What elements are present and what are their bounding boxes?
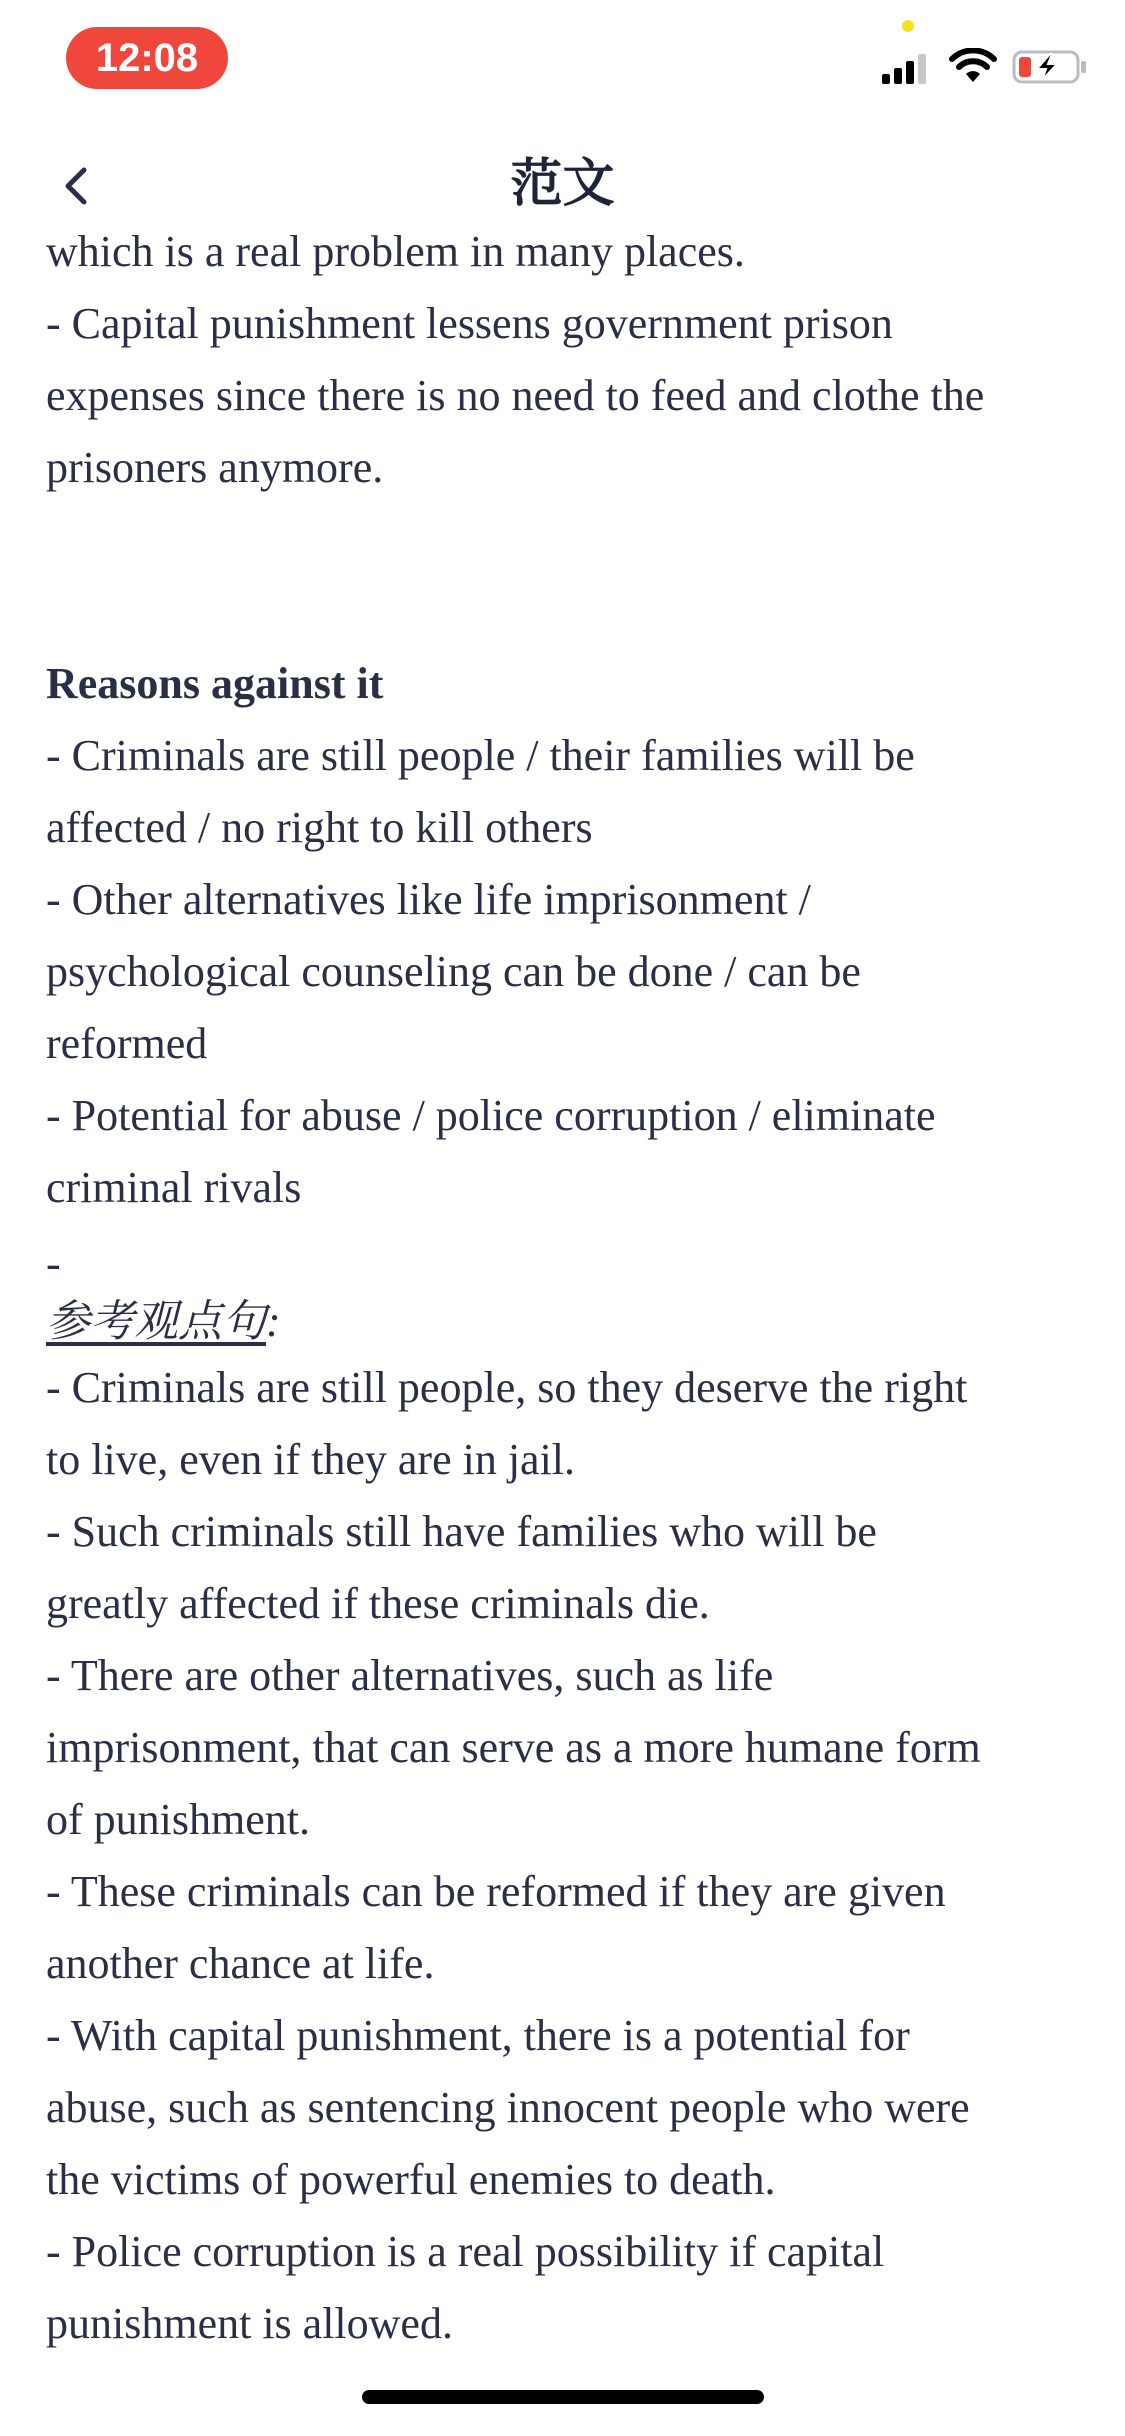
reference-line: - Criminals are still people, so they deserve the right — [46, 1363, 968, 1412]
status-time[interactable]: 12:08 — [66, 27, 228, 89]
against-line: affected / no right to kill others — [46, 803, 593, 852]
page-title: 范文 — [510, 154, 615, 214]
reference-line: - Such criminals still have families who will be — [46, 1507, 877, 1556]
reference-line: - There are other alternatives, such as life — [46, 1651, 774, 1700]
reference-line: abuse, such as sentencing innocent people who were — [46, 2083, 970, 2132]
reference-line: - These criminals can be reformed if they are given — [46, 1867, 946, 1916]
spacer — [46, 504, 1086, 648]
separator-dash: - — [46, 1239, 61, 1288]
against-line: - Potential for abuse / police corruption / eliminate — [46, 1091, 936, 1140]
article-line: - Capital punishment lessens government prison — [46, 299, 893, 348]
article-content[interactable] — [46, 228, 1086, 2358]
reference-line: greatly affected if these criminals die. — [46, 1579, 710, 1628]
article-line: prisoners anymore. — [46, 443, 384, 492]
reference-colon: : — [266, 1297, 281, 1346]
against-line: criminal rivals — [46, 1163, 302, 1212]
article-line: expenses since there is no need to feed and clothe the — [46, 371, 985, 420]
nav-bar — [0, 130, 1125, 240]
against-line: psychological counseling can be done / can be — [46, 947, 861, 996]
reference-line: of punishment. — [46, 1795, 310, 1844]
reference-line: another chance at life. — [46, 1939, 435, 1988]
reference-line: the victims of powerful enemies to death. — [46, 2155, 776, 2204]
microphone-indicator-dot — [902, 20, 914, 32]
wifi-icon — [949, 48, 997, 84]
reference-line: - With capital punishment, there is a potential for — [46, 2011, 910, 2060]
cellular-signal-icon — [882, 54, 928, 84]
against-line: - Other alternatives like life imprisonment / — [46, 875, 811, 924]
reference-line: - Police corruption is a real possibility if capital — [46, 2227, 885, 2276]
reference-line: imprisonment, that can serve as a more humane form — [46, 1723, 981, 1772]
against-line: - Criminals are still people / their families will be — [46, 731, 915, 780]
reference-heading — [46, 1292, 1086, 1352]
against-line: reformed — [46, 1019, 208, 1068]
home-indicator[interactable] — [362, 2390, 764, 2404]
against-heading: Reasons against it — [46, 659, 384, 708]
spacer — [46, 1224, 1086, 1236]
article-line: which is a real problem in many places. — [46, 228, 745, 276]
status-bar — [0, 0, 1125, 120]
reference-line: to live, even if they are in jail. — [46, 1435, 576, 1484]
reference-line: punishment is allowed. — [46, 2299, 453, 2348]
reference-label: 参考观点句 — [46, 1297, 266, 1346]
battery-charging-icon — [1012, 50, 1088, 84]
